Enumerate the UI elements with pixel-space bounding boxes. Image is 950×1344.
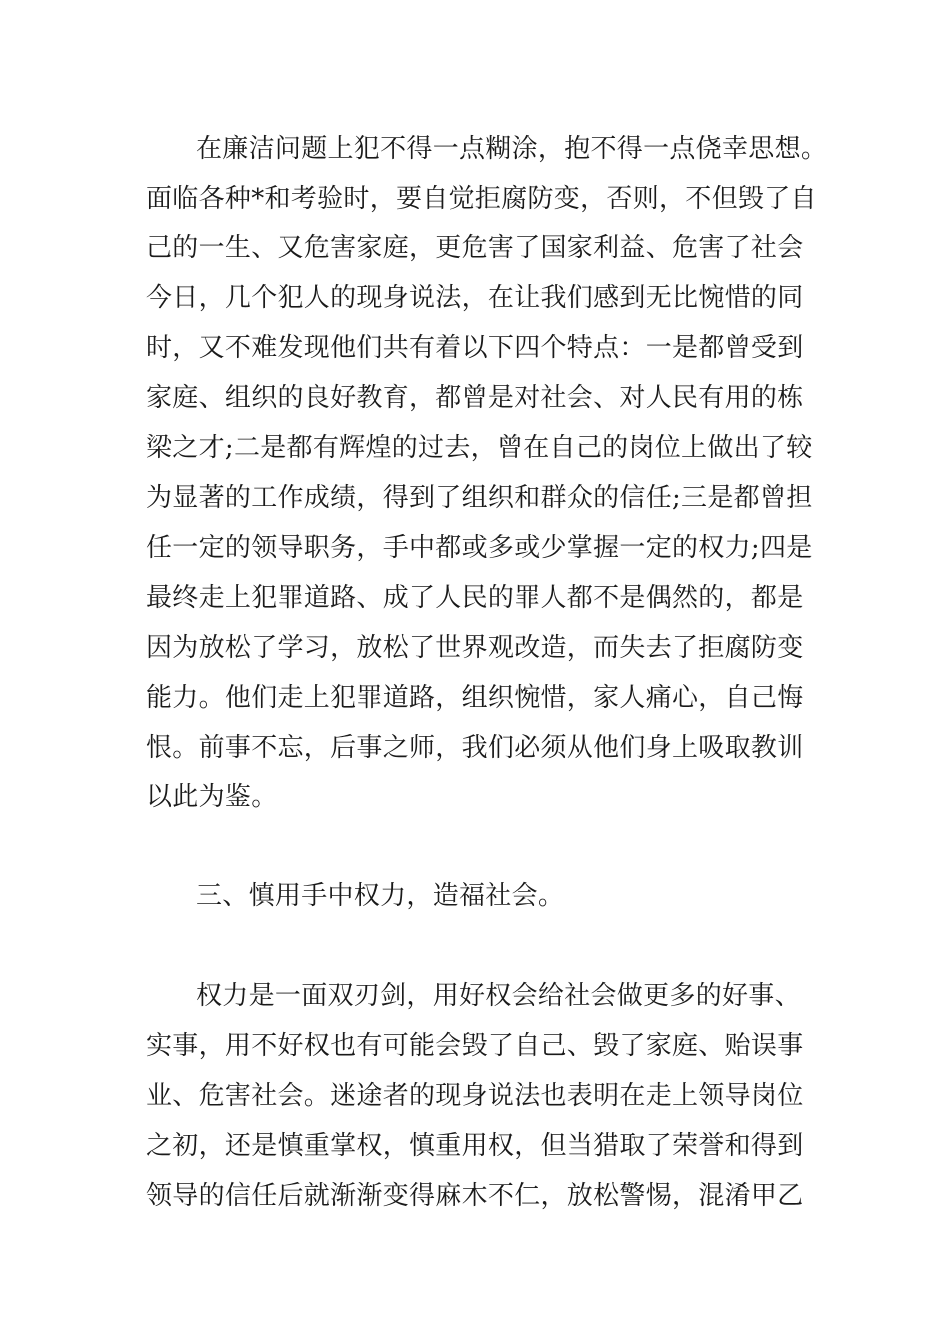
paragraph-1-line-1: 在廉洁问题上犯不得一点糊涂，抱不得一点侥幸思想。	[196, 134, 828, 164]
paragraph-1-line-8: 为显著的工作成绩，得到了组织和群众的信任;三是都曾担	[146, 483, 813, 513]
paragraph-1-line-7: 梁之才;二是都有辉煌的过去，曾在自己的岗位上做出了较	[146, 433, 813, 463]
paragraph-1-line-9: 任一定的领导职务，手中都或多或少掌握一定的权力;四是	[146, 533, 813, 563]
paragraph-2-line-5: 领导的信任后就渐渐变得麻木不仁，放松警惕，混淆甲乙	[146, 1181, 804, 1211]
paragraph-1-line-10: 最终走上犯罪道路、成了人民的罪人都不是偶然的，都是	[146, 583, 804, 613]
paragraph-1-line-3: 己的一生、又危害家庭，更危害了国家利益、危害了社会	[146, 233, 804, 263]
paragraph-1-line-5: 时，又不难发现他们共有着以下四个特点：一是都曾受到	[146, 333, 804, 363]
paragraph-2-line-3: 业、危害社会。迷途者的现身说法也表明在走上领导岗位	[146, 1081, 804, 1111]
paragraph-1-line-12: 能力。他们走上犯罪道路，组织惋惜，家人痛心，自己悔	[146, 683, 804, 713]
paragraph-1-line-4: 今日，几个犯人的现身说法，在让我们感到无比惋惜的同	[146, 283, 804, 313]
section-heading: 三、慎用手中权力，造福社会。	[196, 881, 565, 911]
paragraph-1-line-13: 恨。前事不忘，后事之师，我们必须从他们身上吸取教训	[146, 733, 804, 763]
paragraph-2-line-1: 权力是一面双刃剑，用好权会给社会做更多的好事、	[196, 981, 801, 1011]
paragraph-2-line-2: 实事，用不好权也有可能会毁了自己、毁了家庭、贻误事	[146, 1031, 804, 1061]
paragraph-1-line-14: 以此为鉴。	[146, 782, 278, 812]
paragraph-1-line-11: 因为放松了学习，放松了世界观改造，而失去了拒腐防变	[146, 633, 804, 663]
paragraph-1-line-2: 面临各种*和考验时，要自觉拒腐防变，否则，不但毁了自	[146, 184, 817, 214]
paragraph-1-line-6: 家庭、组织的良好教育，都曾是对社会、对人民有用的栋	[146, 383, 804, 413]
paragraph-2-line-4: 之初，还是慎重掌权，慎重用权，但当猎取了荣誉和得到	[146, 1131, 804, 1161]
